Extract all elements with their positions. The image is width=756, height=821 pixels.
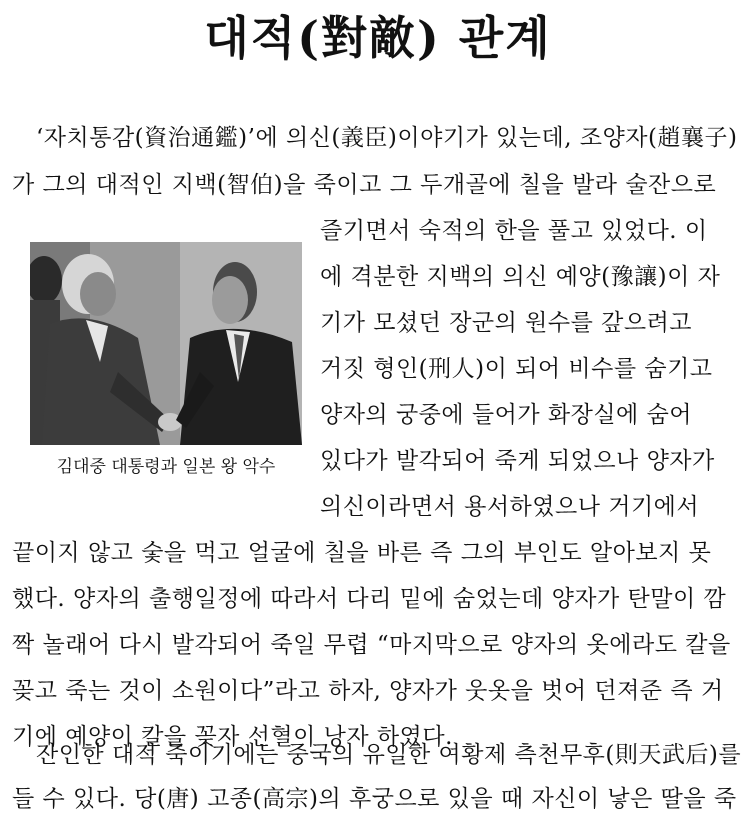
text-line: 짝 놀래어 다시 발각되어 죽일 무렵 “마지막으로 양자의 옷에라도 칼을: [12, 632, 731, 658]
text-line: 가 그의 대적인 지백(智伯)을 죽이고 그 두개골에 칠을 발라 술잔으로: [12, 172, 717, 198]
photo-caption: 김대중 대통령과 일본 왕 악수: [56, 457, 276, 477]
text-line: 끝이지 않고 숯을 먹고 얼굴에 칠을 바른 즉 그의 부인도 알아보지 못: [12, 540, 712, 566]
text-line: 거짓 형인(刑人)이 되어 비수를 숨기고: [320, 356, 713, 382]
text-line: 양자의 궁중에 들어가 화장실에 숨어: [320, 402, 693, 428]
text-line: 꽂고 죽는 것이 소원이다”라고 하자, 양자가 웃옷을 벗어 던져준 즉 거: [12, 678, 724, 704]
text-line: 했다. 양자의 출행일정에 따라서 다리 밑에 숨었는데 양자가 탄말이 깜: [12, 586, 727, 612]
text-line: 에 격분한 지백의 의신 예양(豫讓)이 자: [320, 264, 721, 290]
text-line: 즐기면서 숙적의 한을 풀고 있었다. 이: [320, 218, 708, 244]
text-line: 있다가 발각되어 죽게 되었으나 양자가: [320, 448, 715, 474]
text-line: 잔인한 대적 죽이기에는 중국의 유일한 여황제 측천무후(則天武后)를: [36, 742, 742, 768]
text-line: 기에 예양이 칼을 꽂자 선혈이 낭자 하였다.: [12, 724, 453, 750]
page-title: 대적(對敵) 관계: [204, 11, 552, 65]
handshake-photo: [30, 242, 302, 445]
text-line: 기가 모셨던 장군의 원수를 갚으려고: [320, 310, 693, 336]
text-line: 들 수 있다. 당(唐) 고종(高宗)의 후궁으로 있을 때 자신이 낳은 딸을 죽: [12, 786, 737, 812]
text-line: 의신이라면서 용서하였으나 거기에서: [320, 494, 700, 520]
text-line: ‘자치통감(資治通鑑)’에 의신(義臣)이야기가 있는데, 조양자(趙襄子): [36, 125, 738, 151]
